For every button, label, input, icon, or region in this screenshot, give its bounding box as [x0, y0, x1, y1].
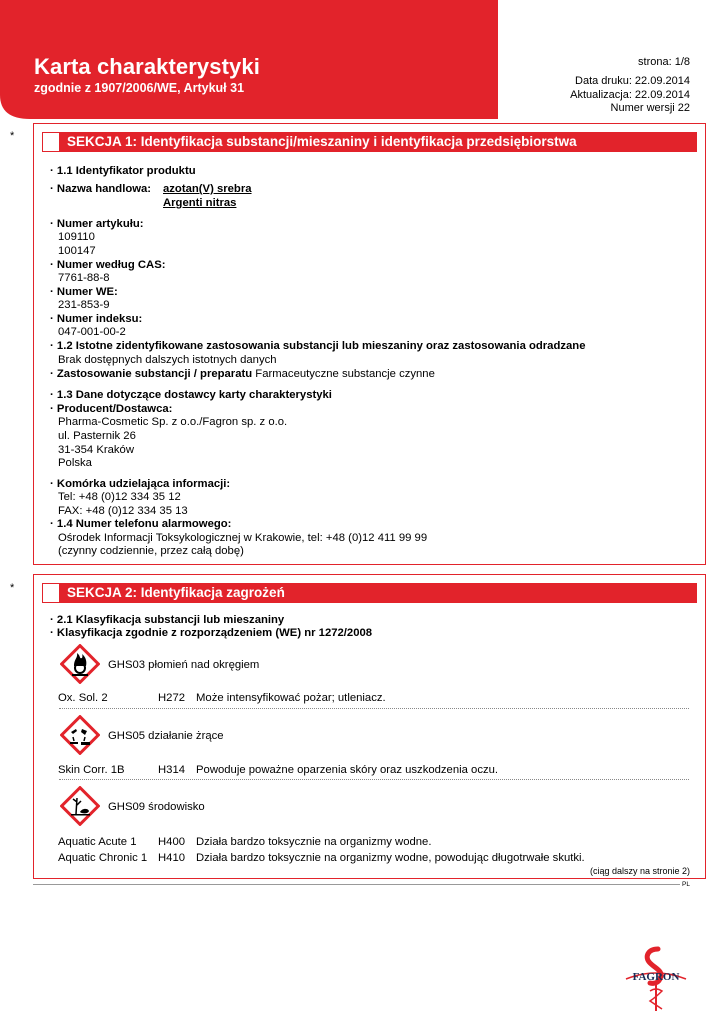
info-fax: FAX: +48 (0)12 334 35 13 — [58, 505, 188, 517]
hazard-class: Aquatic Acute 1 — [58, 836, 137, 848]
trade-name-value: azotan(V) srebra — [163, 183, 252, 195]
s11-heading: · 1.1 Identyfikator produktu — [50, 165, 196, 178]
update-date: Aktualizacja: 22.09.2014 — [570, 88, 690, 101]
section-1-header — [42, 132, 697, 152]
section-bar-lead — [43, 584, 60, 602]
section-bar-lead — [43, 133, 60, 151]
hazard-statement: Działa bardzo toksycznie na organizmy wodne. — [196, 836, 432, 848]
info-label: · Komórka udzielająca informacji: — [50, 478, 230, 491]
section-1-title: SEKCJA 1: Identyfikacja substancji/mieszaniny i identyfikacja przedsiębiorstwa — [59, 133, 696, 151]
producer-country: Polska — [58, 457, 92, 469]
index-value: 047-001-00-2 — [58, 326, 126, 338]
hazard-class: Skin Corr. 1B — [58, 764, 125, 776]
trade-name-alt: Argenti nitras — [163, 197, 237, 209]
classification-heading: · Klasyfikacja zgodnie z rozporządzeniem (WE) nr 1272/2008 — [50, 627, 372, 640]
continued-note: (ciąg dalszy na stronie 2) — [589, 866, 690, 876]
hazard-code: H314 — [158, 764, 186, 776]
page-number: strona: 1/8 — [638, 56, 690, 68]
document-title: Karta charakterystyki — [34, 54, 260, 79]
revision-marker: * — [10, 130, 15, 142]
pictogram-label: GHS09 środowisko — [108, 801, 205, 813]
hazard-code: H410 — [158, 852, 186, 864]
document-subtitle: zgodnie z 1907/2006/WE, Artykuł 31 — [34, 81, 245, 95]
hazard-statement: Działa bardzo toksycznie na organizmy wodne, powodując długotrwałe skutki. — [196, 852, 585, 864]
flame-over-circle-icon — [60, 644, 100, 684]
s12-text: Brak dostępnych dalszych istotnych danych — [58, 354, 277, 366]
hazard-class: Aquatic Chronic 1 — [58, 852, 148, 864]
environment-icon — [60, 786, 100, 826]
pictogram-label: GHS03 płomień nad okręgiem — [108, 659, 260, 671]
producer-name: Pharma-Cosmetic Sp. z o.o./Fagron sp. z o.o. — [58, 416, 288, 428]
s14-text: Ośrodek Informacji Toksykologicznej w Krakowie, tel: +48 (0)12 411 99 99 — [58, 532, 428, 544]
hazard-statement: Może intensyfikować pożar; utleniacz. — [196, 692, 386, 704]
print-date: Data druku: 22.09.2014 — [575, 75, 690, 87]
cas-value: 7761-88-8 — [58, 272, 110, 284]
pictogram-label: GHS05 działanie żrące — [108, 730, 224, 742]
producer-street: ul. Pasternik 26 — [58, 430, 136, 442]
hazard-class: Ox. Sol. 2 — [58, 692, 108, 704]
s14-heading: · 1.4 Numer telefonu alarmowego: — [50, 518, 231, 531]
s12-heading: · 1.2 Istotne zidentyfikowane zastosowania substancji lub mieszaniny oraz zastosowania odradzane — [50, 340, 585, 353]
fagron-logo — [620, 945, 692, 1015]
svg-text:FAGRON: FAGRON — [632, 971, 680, 983]
print-info — [570, 75, 690, 116]
footer-rule — [33, 884, 680, 885]
version-number: Numer wersji 22 — [610, 102, 690, 114]
we-value: 231-853-9 — [58, 299, 110, 311]
dotted-divider — [59, 708, 689, 709]
dotted-divider — [59, 779, 689, 780]
article-number-1: 109110 — [58, 231, 95, 243]
section-2-title: SEKCJA 2: Identyfikacja zagrożeń — [59, 584, 696, 602]
article-number-2: 100147 — [58, 245, 96, 257]
index-label: · Numer indeksu: — [50, 313, 142, 326]
use-text: Farmaceutyczne substancje czynne — [255, 368, 435, 380]
trade-name-label: · Nazwa handlowa: — [50, 183, 151, 196]
s14-note: (czynny codziennie, przez całą dobę) — [58, 545, 244, 557]
hazard-code: H400 — [158, 836, 186, 848]
hazard-statement: Powoduje poważne oparzenia skóry oraz uszkodzenia oczu. — [196, 764, 499, 776]
s21-heading: · 2.1 Klasyfikacja substancji lub mieszaniny — [50, 614, 284, 627]
we-label: · Numer WE: — [50, 286, 118, 299]
producer-city: 31-354 Kraków — [58, 444, 134, 456]
producer-label: · Producent/Dostawca: — [50, 403, 172, 416]
use-label: Zastosowanie substancji / preparatu — [56, 368, 253, 380]
s13-heading: · 1.3 Dane dotyczące dostawcy karty charakterystyki — [50, 389, 332, 402]
article-label: · Numer artykułu: — [50, 218, 144, 231]
use-row — [50, 368, 435, 381]
info-tel: Tel: +48 (0)12 334 35 12 — [58, 491, 181, 503]
hazard-code: H272 — [158, 692, 186, 704]
language-code: PL — [682, 881, 690, 888]
revision-marker-2: * — [10, 582, 15, 594]
section-2-header — [42, 583, 697, 603]
corrosion-icon — [60, 715, 100, 755]
cas-label: · Numer według CAS: — [50, 259, 166, 272]
